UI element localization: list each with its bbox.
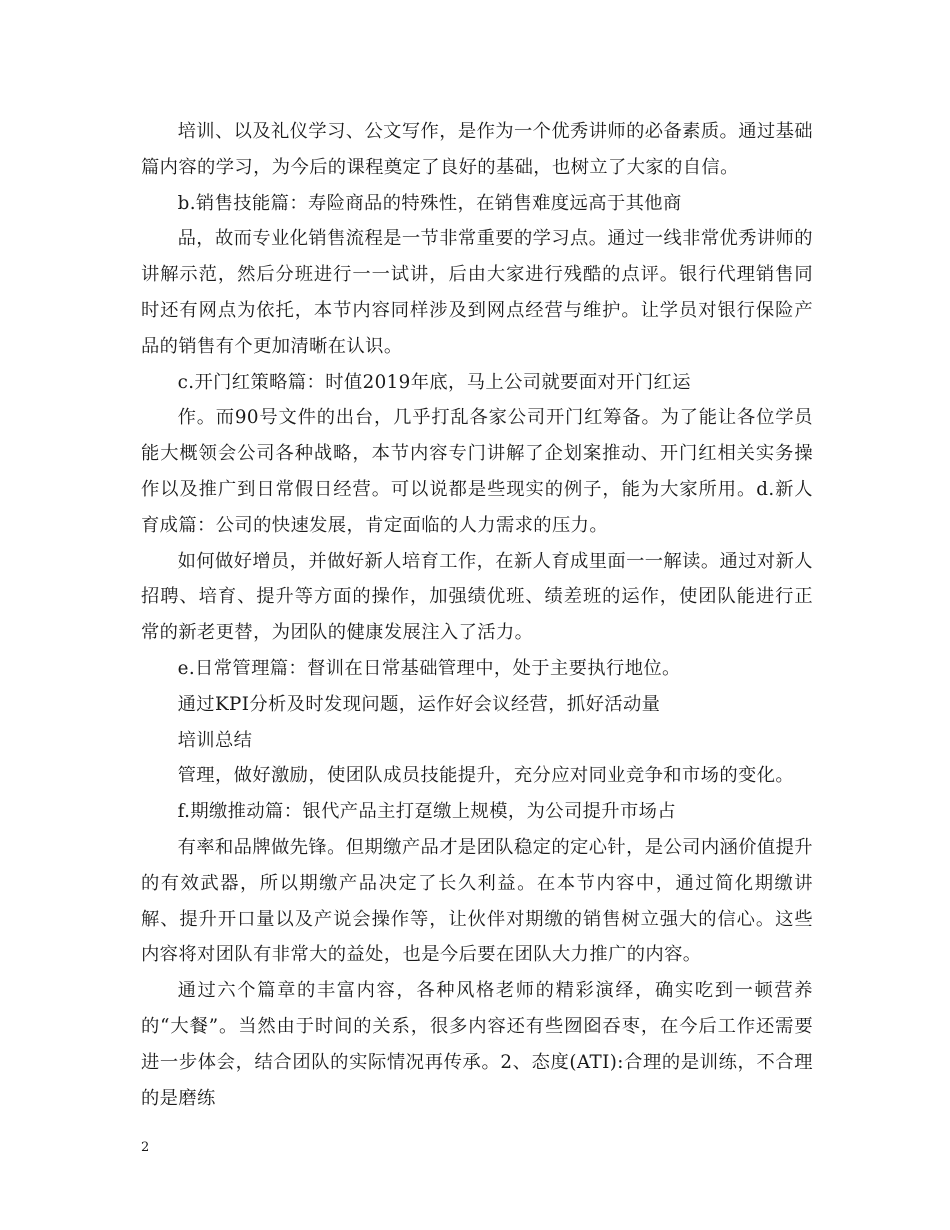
paragraph-5: 作。而90号文件的出台，几乎打乱各家公司开门红筹备。为了能让各位学员能大概领会公司各种战略，本节内容专门讲解了企划案推动、开门红相关实务操作以及推广到日常假日经营。可以说都是些现实的例子，能为大家所用。d.新人育成篇：公司的快速发展，肯定面临的人力需求的压力。	[141, 407, 813, 536]
paragraph-10: 管理，做好激励，使团队成员技能提升，充分应对同业竞争和市场的变化。	[177, 765, 795, 787]
paragraph-8: 通过KPI分析及时发现问题，运作好会议经营，抓好活动量	[177, 693, 661, 715]
page-number: 2	[141, 1140, 150, 1155]
paragraph-2: b.销售技能篇：寿险商品的特殊性，在销售难度远高于其他商	[177, 192, 682, 214]
paragraph-11: f.期缴推动篇：银代产品主打趸缴上规模，为公司提升市场占	[177, 801, 677, 823]
paragraph-4: c.开门红策略篇：时值2019年底，马上公司就要面对开门红运	[177, 371, 691, 393]
paragraph-3: 品，故而专业化销售流程是一节非常重要的学习点。通过一线非常优秀讲师的讲解示范，然后分班进行一一试讲，后由大家进行残酷的点评。银行代理销售同时还有网点为依托，本节内容同样涉及到网点经营与维护。让学员对银行保险产品的销售有个更加清晰在认识。	[141, 228, 813, 357]
paragraph-7: e.日常管理篇：督训在日常基础管理中，处于主要执行地位。	[177, 657, 681, 679]
paragraph-12: 有率和品牌做先锋。但期缴产品才是团队稳定的定心针，是公司内涵价值提升的有效武器，所以期缴产品决定了长久利益。在本节内容中，通过简化期缴讲解、提升开口量以及产说会操作等，让伙伴对期缴的销售树立强大的信心。这些内容将对团队有非常大的益处，也是今后要在团队大力推广的内容。	[141, 836, 813, 966]
paragraph-9: 培训总结	[177, 729, 253, 751]
document-body	[141, 114, 813, 1116]
paragraph-1: 培训、以及礼仪学习、公文写作，是作为一个优秀讲师的必备素质。通过基础篇内容的学习，为今后的课程奠定了良好的基础，也树立了大家的自信。	[141, 121, 813, 178]
paragraph-13: 通过六个篇章的丰富内容，各种风格老师的精彩演绎，确实吃到一顿营养的“大餐”。当然由于时间的关系，很多内容还有些囫囵吞枣，在今后工作还需要进一步体会，结合团队的实际情况再传承。2、态度(ATI):合理的是训练，不合理的是磨练	[141, 980, 813, 1109]
paragraph-6: 如何做好增员，并做好新人培育工作，在新人育成里面一一解读。通过对新人招聘、培育、提升等方面的操作，加强绩优班、绩差班的运作，使团队能进行正常的新老更替，为团队的健康发展注入了活力。	[141, 550, 813, 644]
